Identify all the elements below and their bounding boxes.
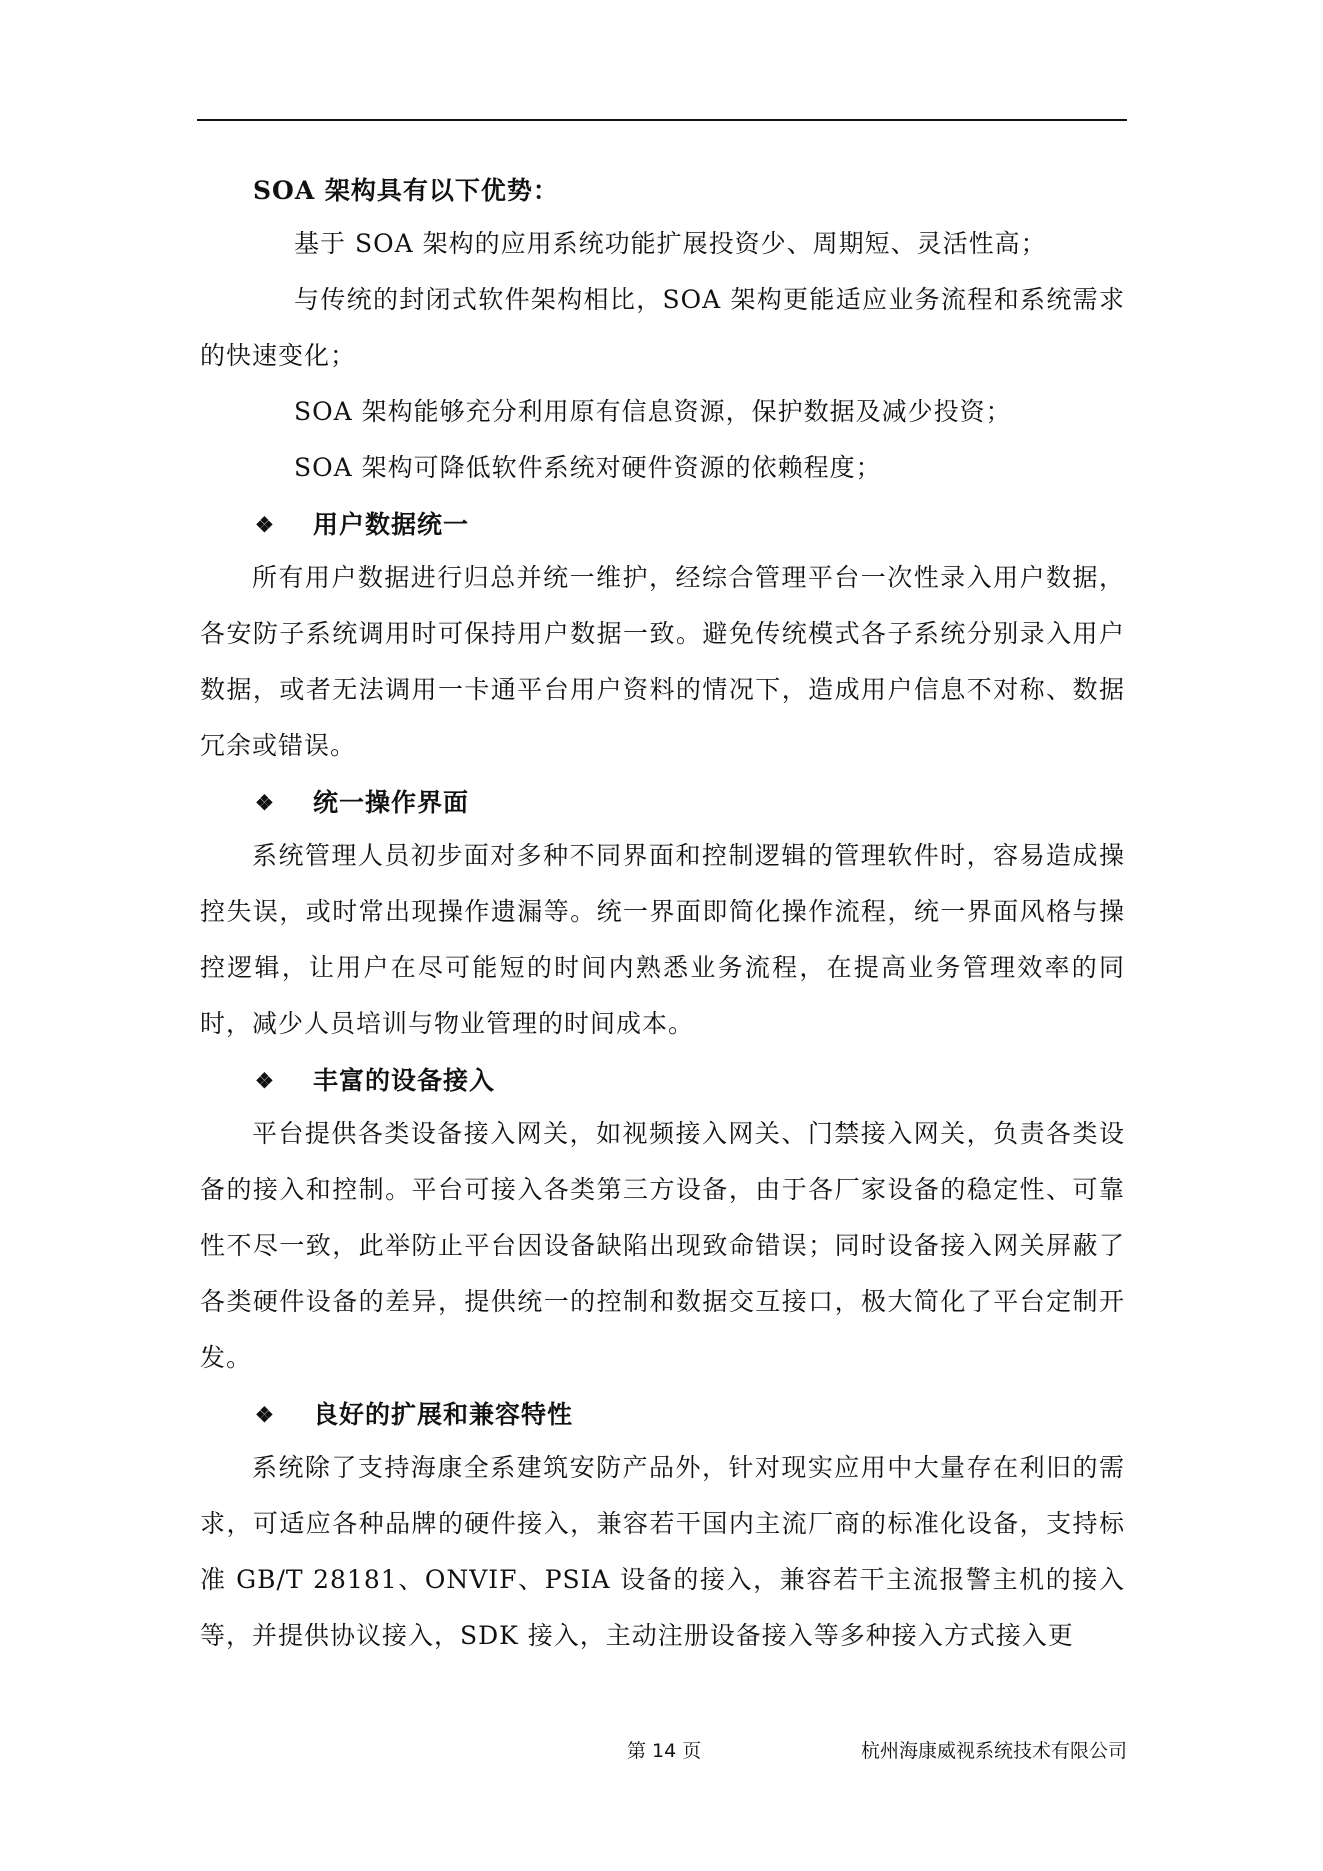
company-name: 杭州海康威视系统技术有限公司 [860,1740,1127,1762]
section-body: 系统除了支持海康全系建筑安防产品外，针对现实应用中大量存在利旧的需求，可适应各种品牌的硬件接入，兼容若干国内主流厂商的标准化设备，支持标准 GB/T 28181、ONVIF、PSIA 设备的接入，兼容若干主流报警主机的接入等，并提供协议接入，SDK 接入，主动注册设备接入等多种接入方式接入更 [200,1453,1125,1650]
section-body: 平台提供各类设备接入网关，如视频接入网关、门禁接入网关，负责各类设备的接入和控制。平台可接入各类第三方设备，由于各厂家设备的稳定性、可靠性不尽一致，此举防止平台因设备缺陷出现致命错误；同时设备接入网关屏蔽了各类硬件设备的差异，提供统一的控制和数据交互接口，极大简化了平台定制开发。 [200,1119,1125,1372]
section-heading [200,1056,1125,1106]
diamond-bullet-icon: ❖ [255,1068,275,1093]
section-body: 系统管理人员初步面对多种不同界面和控制逻辑的管理软件时，容易造成操控失误，或时常出现操作遗漏等。统一界面即简化操作流程，统一界面风格与操控逻辑，让用户在尽可能短的时间内熟悉业务流程，在提高业务管理效率的同时，减少人员培训与物业管理的时间成本。 [200,841,1125,1038]
soa-point: 基于 SOA 架构的应用系统功能扩展投资少、周期短、灵活性高； [294,229,1047,258]
diamond-bullet-icon: ❖ [255,1402,275,1427]
document-body [200,166,1125,1664]
page-footer [197,1730,1127,1770]
header-rule [197,119,1127,121]
section-title: 统一操作界面 [313,788,470,817]
soa-heading: SOA 架构具有以下优势： [253,176,559,205]
section-title: 良好的扩展和兼容特性 [313,1400,574,1429]
section-title: 丰富的设备接入 [313,1066,496,1095]
diamond-bullet-icon: ❖ [255,512,275,537]
soa-point: 与传统的封闭式软件架构相比，SOA 架构更能适应业务流程和系统需求的快速变化； [200,285,1125,370]
diamond-bullet-icon: ❖ [255,790,275,815]
section-heading [200,1390,1125,1440]
section-title: 用户数据统一 [313,510,470,539]
soa-point: SOA 架构能够充分利用原有信息资源，保护数据及减少投资； [294,397,1012,426]
section-heading [200,778,1125,828]
soa-point: SOA 架构可降低软件系统对硬件资源的依赖程度； [294,453,882,482]
page-number: 第 14 页 [627,1740,702,1762]
section-body: 所有用户数据进行归总并统一维护，经综合管理平台一次性录入用户数据，各安防子系统调用时可保持用户数据一致。避免传统模式各子系统分别录入用户数据，或者无法调用一卡通平台用户资料的情况下，造成用户信息不对称、数据冗余或错误。 [200,563,1125,760]
section-heading [200,500,1125,550]
